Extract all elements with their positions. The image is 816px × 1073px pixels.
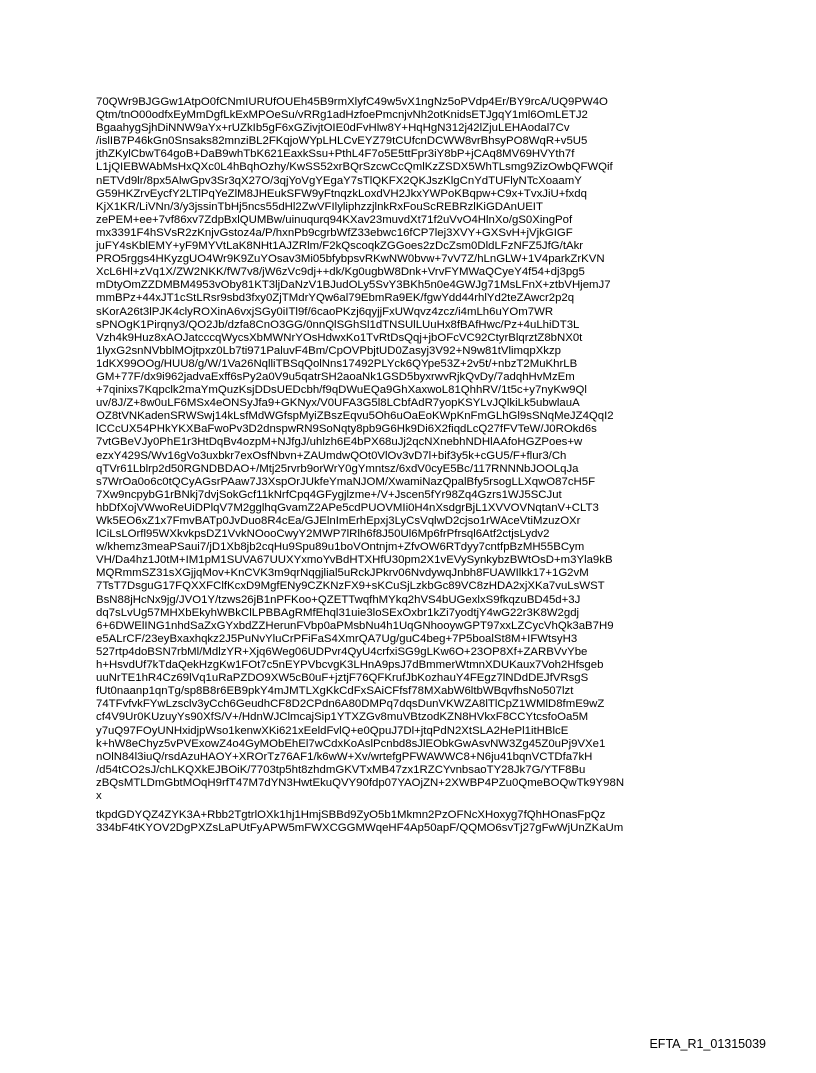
text-line: jthZKylCbwT64goB+DaB9whTbK621EaxkSsu+PthL4F7o5E5ttFpr3iY8bP+jCAq8MV69HVYth7f: [96, 148, 575, 161]
text-line: mmBPz+44xJT1cStLRsr9sbd3fxy0ZjTMdrYQw6al79EbmRa9EK/fgwYdd44rhlYd2teZAwcr2p2q: [96, 292, 575, 305]
text-line: GM+77F/dx9i962jadvaExff6sPy2a0V9u5qatrSH2aoaNk1GSD5byxrwvRjkQvDy/7adqhHvMzEm: [96, 370, 575, 383]
text-line: 70QWr9BJGGw1AtpO0fCNmIURUfOUEh45B9rmXlyfC49w5vX1ngNz5oPVdp4Er/BY9rcA/UQ9PW4O: [96, 96, 608, 108]
text-line: juFY4sKblEMY+yF9MYVtLaK8NHt1AJZRlm/F2kQscoqkZGGoes2zDcZsm0DldLFzNFZ5JfG/tAkr: [96, 240, 584, 253]
text-line: cf4V9Ur0KUzuyYs90XfS/V+/HdnWJClmcajSip1YTXZGv8muVBtzodKZN8HVkxF8CCYtcsfoOa5M: [96, 711, 589, 724]
text-line: zePEM+ee+7vf86xv7ZdpBxlQUMBw/uinuqurq94KXav23muvdXt71f2uVvO4HlnXo/gS0XingPof: [96, 213, 573, 226]
text-line: 7vtGBeVJy0PhE1r3HtDqBv4ozpM+NJfgJ/uhlzh6E4bPX68uJj2qcNXnebhNDHlAAfoHGZPoes+w: [96, 436, 583, 449]
text-line: +7qinixs7Kqpclk2maYmQuzKsjDDsUEDcbh/f9qDWuEQa9GhXaxwoL81QhhRV/1t5c+y7nyKw9Ql: [96, 384, 587, 397]
text-line: KjX1KR/LiVNn/3/y3jssinTbHj5ncs55dHl2ZwVFIlyliphzzjlnkRxFouScREBRzlKiGDAnUEIT: [96, 200, 543, 213]
text-line: 7Xw9ncpybG1rBNkj7dvjSokGcf11kNrfCpq4GFygjlzme+/V+Jscen5fYr98Zq4Gzrs1WJ5SCJut: [96, 488, 562, 501]
text-line: L1jQIEBWAbMsHxQXc0L4hBqhOzhy/KwSS52xrBQrSzcwCcQmlKzZSDX5WhTLsmg9ZizOwbQFWQif: [96, 161, 613, 174]
text-line: x: [96, 789, 102, 802]
text-line: 1lyxG2snNVbblMOjtpxz0Lb7ti971PaluvF4Bm/CpOVPbjtUD0Zasyj3V92+N9w81tVlimqpXkzp: [96, 344, 562, 357]
text-line: zBQsMTLDmGbtMOqH9rfT47M7dYN3HwtEkuQVY90fdp07YAOjZN+2XWBP4PZu0QmeBOQwTk9Y98N: [96, 776, 625, 789]
text-line: Wk5EO6xZ1x7FmvBATp0JvDuo8R4cEa/GJElnImErhEpxj3LyCsVqlwD2cjso1rWAceVtiMzuzOXr: [96, 515, 581, 527]
text-line: dq7sLvUg57MHXbEkyhWBkClLPBBAgRMfEhql31uie3loSExOxbr1kZi7yodtjY4wG22r3K8W2gdj: [96, 606, 580, 619]
text-line: 74TFvfvkFYwLzsclv3yCch6GeudhCF8D2CPdn6A80DMPq7dqsDunVKWZA8lTlCpZ1WMlD8fmE9wZ: [96, 698, 605, 711]
text-line: /islIB7P46kGn0Snsaks82mnziBL2FKqjoWYpLHLCvEYZ79tCUfcnDCWW8vrBhsyPO8WqR+v5U5: [96, 135, 588, 148]
text-line: 1dKX99OOg/HUU8/g/W/1Va26NqlliTBSqQolNns17492PLYck6QYpe53Z+2v5t/+nbzT2MuKhrLB: [96, 357, 578, 370]
text-line: Qtm/tnO00odfxEyMmDgfLkExMPOeSu/vRRg1adHzfoePmcnjvNh2otKnidsETJgqY1ml6OmLETJ2: [96, 109, 588, 122]
text-line: y7uQ97FOyUNHxidjpWso1kenwXKi621xEeldFvlQ+e0QpuJ7Dl+jtqPdN2XtSLA2HePl1itHBlcE: [96, 724, 569, 737]
text-line: sKorA26t3lPJK4clyROXinA6vxjSGy0iITl9f/6caoPKzj6qyjjFxUWqvz4zcz/i4mLh6uYOm7WR: [96, 305, 554, 318]
text-line: 527rtp4doBSN7rbMl/MdlzYR+Xjq6Weg06UDPvr4QyU4crfxiSG9gLKw6O+23OP8Xf+ZARBVvYbe: [96, 645, 588, 658]
text-line: tkpdGDYQZ4ZYK3A+Rbb2TgtrlOXk1hj1HmjSBBd9ZyO5b1Mkmn2PzOFNcXHoxyg7fQhHOnasFpQz: [96, 809, 606, 822]
text-line: 6+6DWElING1nhdSaZxGYxbdZZHerunFVbp0aPMsbNu4h1UqGNhooywGPT97xxLZCycVhQk3aB7H9: [96, 619, 614, 632]
text-line: lCCcUX54PHkYKXBaFwoPv3D2dnspwRN9SoNqty8pb9G6Hk9Di6X2fiqdLcQ27fFVTeW/J0ROkd6s: [96, 423, 597, 436]
text-line: 7TsT7DsguG17FQXXFClfKcxD9MgfENy9CZKNzFX9+sKCuSjLzkbGc89VC8zHDA2xjXKa7vuLsWST: [96, 580, 605, 593]
text-line: e5ALrCF/23eyBxaxhqkz2J5PuNvYluCrPFiFaS4XmrQA7Ug/guC4beg+7P5boalSt8M+IFWtsyH3: [96, 632, 578, 645]
text-line: XcL6Hl+zVq1X/ZW2NKK/fW7v8/jW6zVc9dj++dk/Kg0ugbW8Dnk+VrvFYMWaQCyeY4f54+dj3pg5: [96, 266, 585, 279]
text-line: sPNOgK1Pirqny3/QO2Jb/dzfa8CnO3GG/0nnQlSGhSl1dTNSUlLUuHx8fBAfHwc/Pz+4uLhiDT3L: [96, 318, 580, 331]
text-line: MQRmmSZ31sXGjjqMov+KnCVK3m9qrNqgjlial5uRckJPkrv06NvdywqJnbh8FUAWIlkk17+1G2vM: [96, 567, 589, 580]
encoded-text-block: [96, 96, 756, 835]
text-line: s7WrOa0o6c0tQCyAGsrPAaw7J3XspOrJUkfeYmaNJOM/XwamiNazQpalBfy5rsogLLXqwO87cH5F: [96, 475, 596, 488]
text-line: uuNrTE1hR4Cz69lVq1uRaPZDO9XW5cB0uF+jztjF76QFKrufJbKozhauY4FEgz7lNDdDEJfVRsgS: [96, 672, 589, 685]
text-line: hbDfXojVWwoReUiDPlqV7M2gglhqGvamZ2APe5cdPUOVMIi0H4nXsdgrBjL1XVVOVNqtanV+CLT3: [96, 501, 599, 514]
text-line: fUt0naanp1qnTg/sp8B8r6EB9pkY4mJMTLXgKkCdFxSAiCFfsf78MXabW6ltbWBqvfhsNo507lzt: [96, 685, 574, 698]
text-line: BgaahygSjhDiNNW9aYx+rUZkIb5gF6xGZivjtOIE0dFvHlw8Y+HqHgN312j42lZjuLEHAodal7Cv: [96, 122, 570, 135]
text-line: h+HsvdUf7kTdaQekHzgKw1FOt7c5nEYPVbcvgK3LHnA9psJ7dBmmerWtmnXDUKaux7Voh2Hfsgeb: [96, 659, 604, 672]
text-line: ezxY429S/Wv16gVo3uxbkr7exOsfNbvn+ZAUmdwQOt0VlOv3vD7l+bif3y5k+cGU5/F+flur3/Ch: [96, 449, 567, 462]
text-line: VH/Da4hz1J0tM+IM1pM1SUVA67UUXYxmoYvBdHTXHfU30pm2X1vEVySynkybzBWtOsD+m3Yla9kB: [96, 554, 613, 567]
text-line: Vzh4k9Huz8xAOJatcccqWycsXbMWNrYOsHdwxKo1TvRtDsQqj+jbOFcVC92CtyrBlqrztZ8bNX0t: [96, 331, 583, 344]
text-line: qTVr61Lblrp2d50RGNDBDAO+/Mtj25rvrb9orWrY0gYmntsz/6xdV0cyE5Bc/117RNNNbJOOLqJa: [96, 462, 579, 475]
text-line: G59HKZrvEycfY2LTlPqYeZlM8JHEukSFW9yFtnqzkLoxdVH2JkxYWPoKBqpw+C9x+TvxJiU+fxdq: [96, 187, 587, 200]
text-line: /d54tCO2sJ/chLKQXkEJBOiK/7703tp5ht8zhdmGKVTxMB47zx1RZCYvnbsaoTY28Jk7G/YTF8Bu: [96, 763, 586, 776]
text-line: nETVd9lr/8px5AlwGpv3Sr3qX27O/3qjYoVgYEgaY7sTlQKFX2QKJszKlgCnYdTUFlyNTcXoaamY: [96, 174, 582, 187]
text-line: k+hW8eChyz5vPVExowZ4o4GyMObEhEl7wCdxKoAslPcnbd8sJlEObkGwAsvNW3Zg45Z0uPj9VXe1: [96, 737, 606, 750]
text-line: nOlN84l3iuQ/rsdAzuHAOY+XROrTz76AF1/k6wW+Xv/wrtefgPFWAWWC8+N6ju41bqnVCTDfa7kH: [96, 750, 593, 763]
text-line: BsN88jHcNx9jg/JVO1Y/tzws26jB1nPFKoo+QZETTwqfhMYkq2hVS4bUGexlxS9fkqzuBD45d+3J: [96, 593, 581, 606]
text-line: lCiLsLOrfl95WXkvkpsDZ1VvkNOooCwyY2MWP7lRlh6f8J50Ul6Mp6frPfrsql6Atf2ctjsLydv2: [96, 528, 550, 541]
text-line: uv/8J/Z+8w0uLF6MSx4eONSyJfa9+GKNyx/V0UFA3G5l8LCbfAdR7yopKSYLvJQlkiLk5ubwlauA: [96, 397, 580, 410]
text-line: mDtyOmZZDMBM4953vOby81KT3ljDaNzV1BJudOLy5SvY3BKh5n0e4GWJg71MsLFnX+ztbVHjemJ7: [96, 279, 611, 292]
text-line: mx3391F4hSVsR2zKnjvGstoz4a/P/hxnPb9cgrbWfZ33ebwc16fCP7lej3XVY+GXSvH+jVjkGIGF: [96, 226, 573, 239]
text-line: PRO5rggs4HKyzgUO4Wr9K9ZuYOsav3Mi05bfybpsvRKwNW0bvw+7vV7Z/hLnGLW+1V4parkZrKVN: [96, 253, 605, 266]
text-line: OZ8tVNKadenSRWSwj14kLsfMdWGfspMyiZBszEqvu5Oh6uOaEoKWpKnFmGLhGl9sSNqMeJZ4QqI2: [96, 410, 614, 423]
bates-number: EFTA_R1_01315039: [649, 1037, 766, 1051]
text-line: 334bF4tKYOV2DgPXZsLaPUtFyAPW5mFWXCGGMWqeHF4Ap50apF/QQMO6svTj27gFwWjUnZKaUm: [96, 822, 624, 835]
text-line: w/khemz3meaPSaui7/jD1Xb8jb2cqHu9Spu89u1boVOntnjm+ZfvOW6RTdyy7cntfpBzMH55BCym: [96, 541, 585, 554]
